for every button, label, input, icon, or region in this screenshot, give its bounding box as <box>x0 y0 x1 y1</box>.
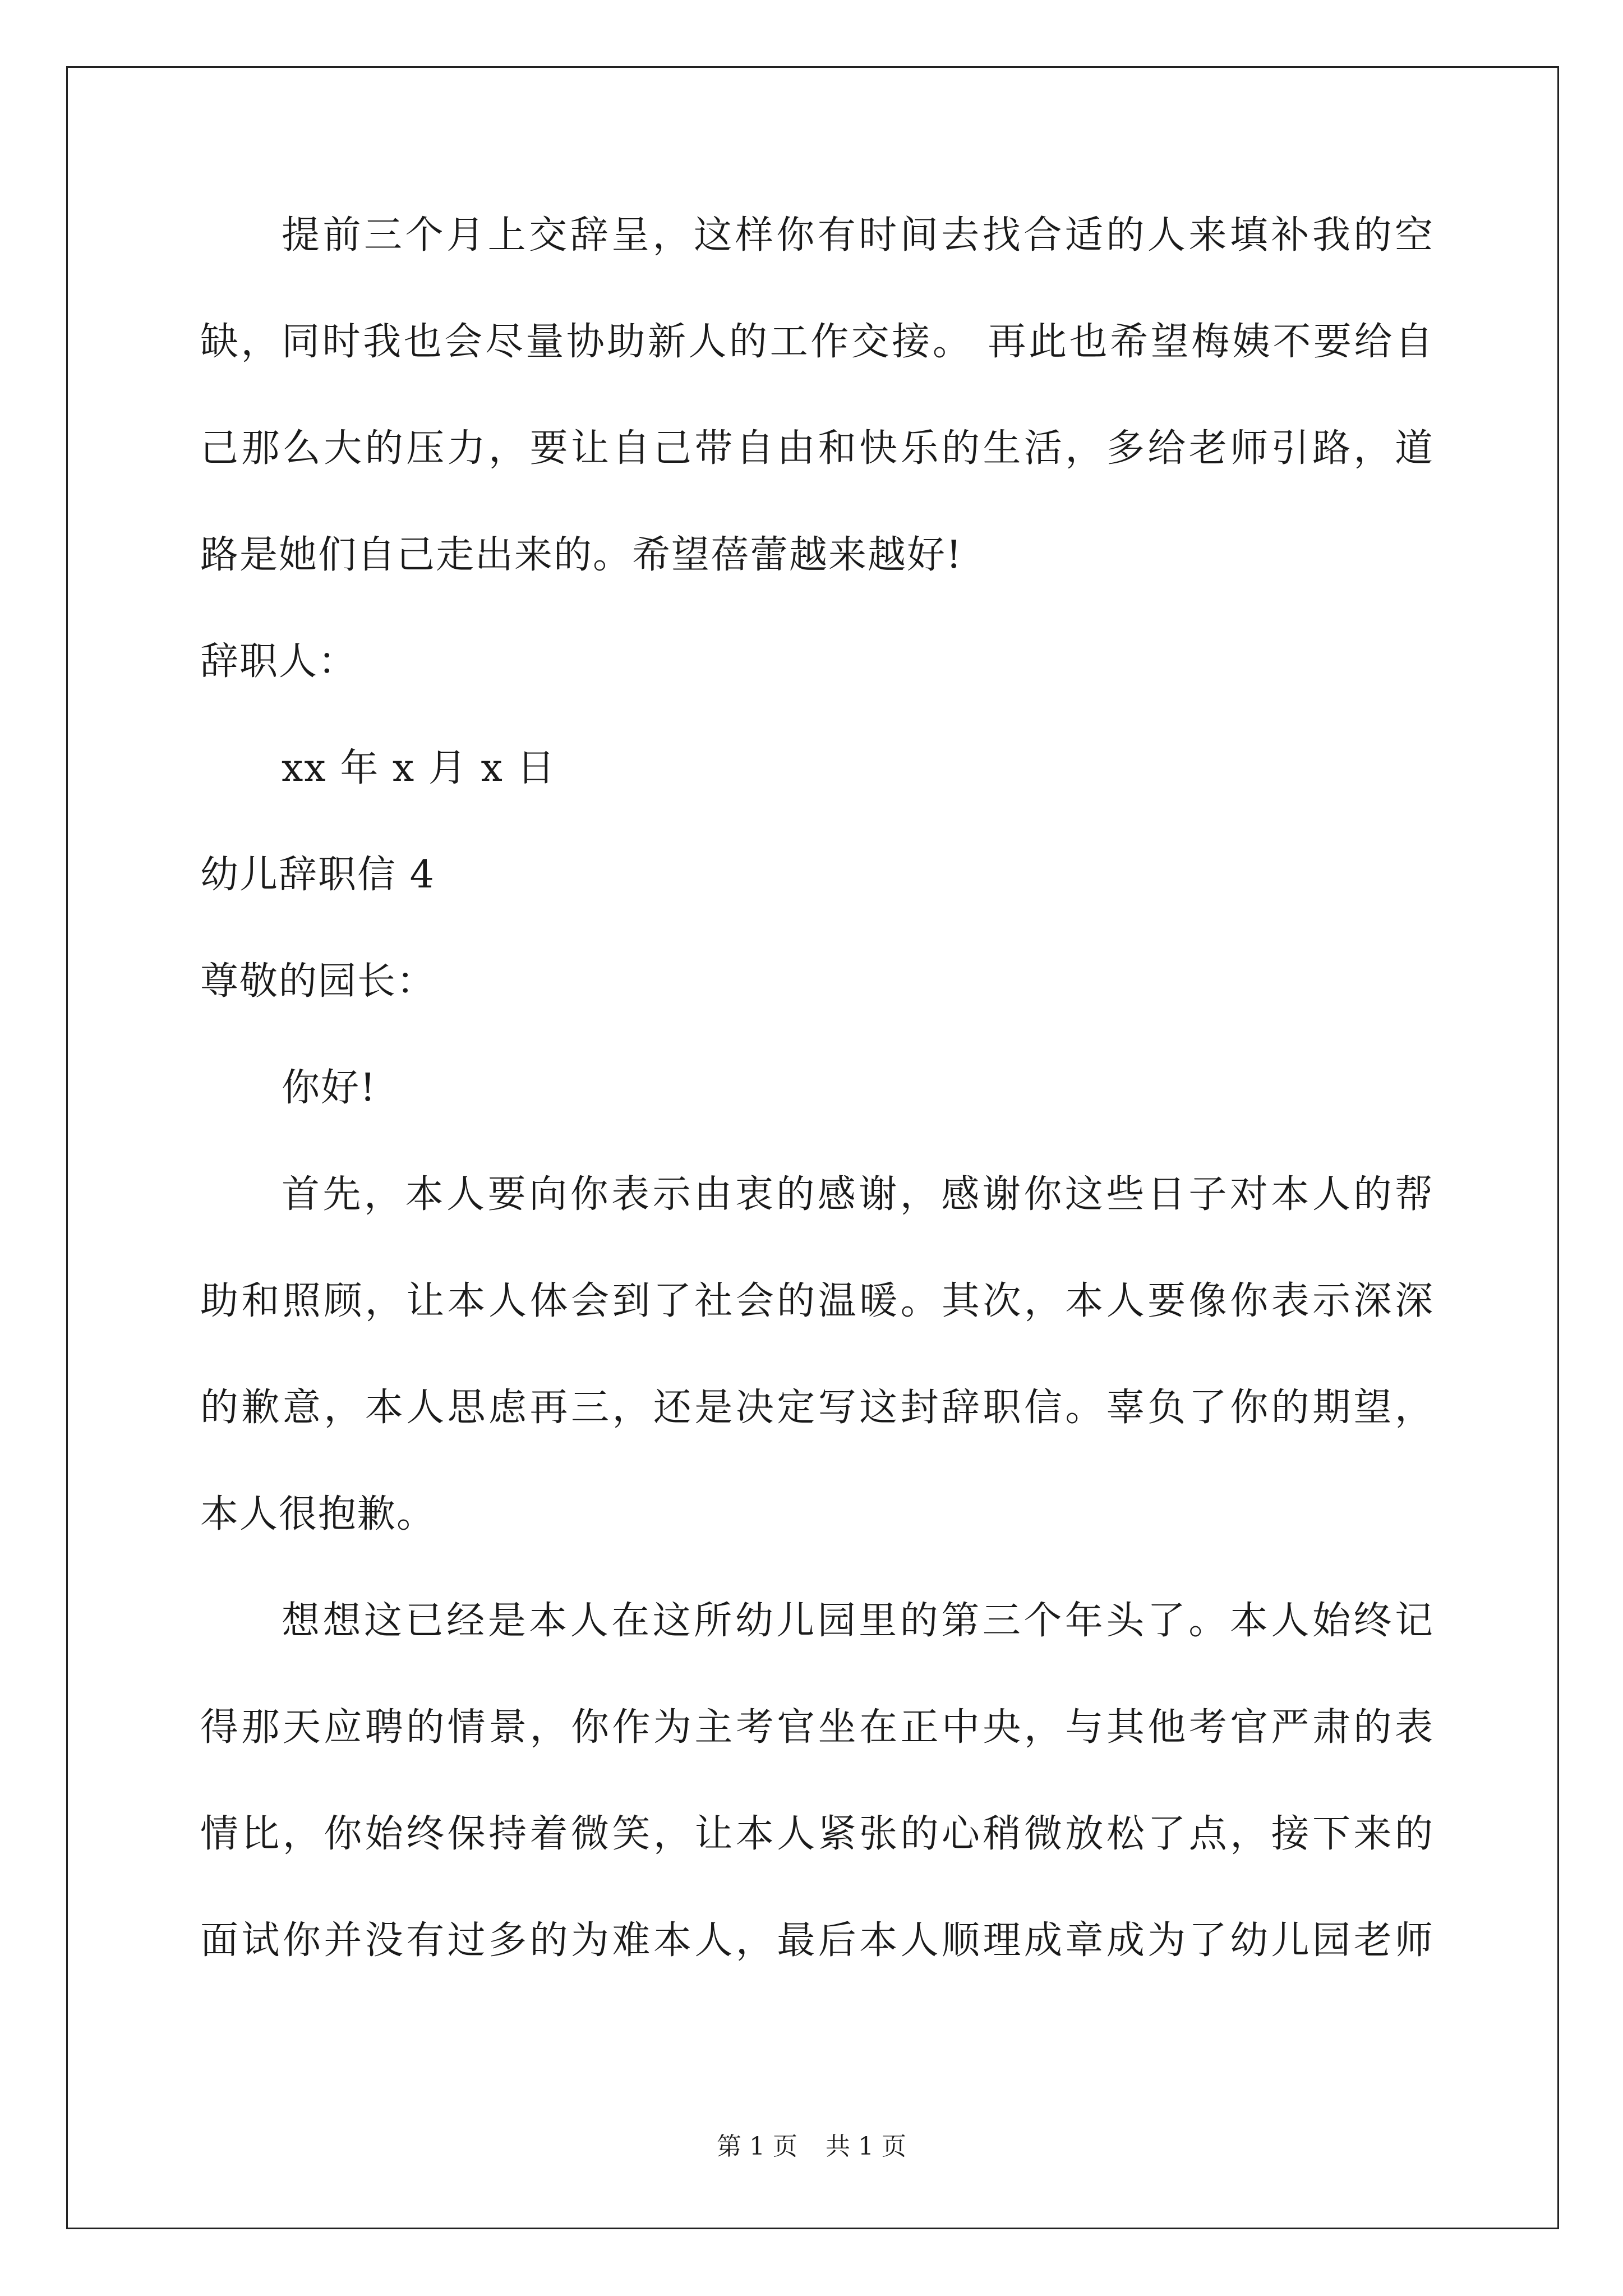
paragraph-line: 情比，你始终保持着微笑，让本人紧张的心稍微放松了点，接下来的 <box>200 1812 1434 1856</box>
greeting: 你好! <box>282 1066 377 1110</box>
paragraph-line: 首先，本人要向你表示由衷的感谢，感谢你这些日子对本人的帮 <box>282 1172 1434 1217</box>
paragraph-line: 的歉意，本人思虑再三，还是决定写这封辞职信。辜负了你的期望， <box>200 1386 1434 1430</box>
paragraph-line: 己那么大的压力，要让自己带自由和快乐的生活，多给老师引路，道 <box>200 426 1434 471</box>
paragraph-line: 缺，同时我也会尽量协助新人的工作交接。 再此也希望梅姨不要给自 <box>200 320 1434 364</box>
paragraph-line: 想想这已经是本人在这所幼儿园里的第三个年头了。本人始终记 <box>282 1599 1434 1643</box>
page-border <box>66 66 1559 2229</box>
signature-label: 辞职人： <box>200 639 358 684</box>
paragraph-line: 提前三个月上交辞呈，这样你有时间去找合适的人来填补我的空 <box>282 213 1434 257</box>
page-number: 第 1 页 <box>717 2132 797 2161</box>
paragraph-line: 本人很抱歉。 <box>200 1492 436 1536</box>
paragraph-line: 面试你并没有过多的为难本人，最后本人顺理成章成为了幼儿园老师 <box>200 1918 1434 1963</box>
paragraph-line: 助和照顾，让本人体会到了社会的温暖。其次，本人要像你表示深深 <box>200 1279 1434 1323</box>
paragraph-line: 路是她们自己走出来的。希望蓓蕾越来越好! <box>200 533 963 577</box>
page-footer <box>0 2132 1623 2162</box>
letter-title: 幼儿辞职信 4 <box>200 853 435 897</box>
paragraph-line: 得那天应聘的情景，你作为主考官坐在正中央，与其他考官严肃的表 <box>200 1705 1434 1750</box>
salutation: 尊敬的园长： <box>200 959 436 1004</box>
page-count: 共 1 页 <box>826 2132 906 2161</box>
date-line: xx 年 x 月 x 日 <box>282 746 556 790</box>
